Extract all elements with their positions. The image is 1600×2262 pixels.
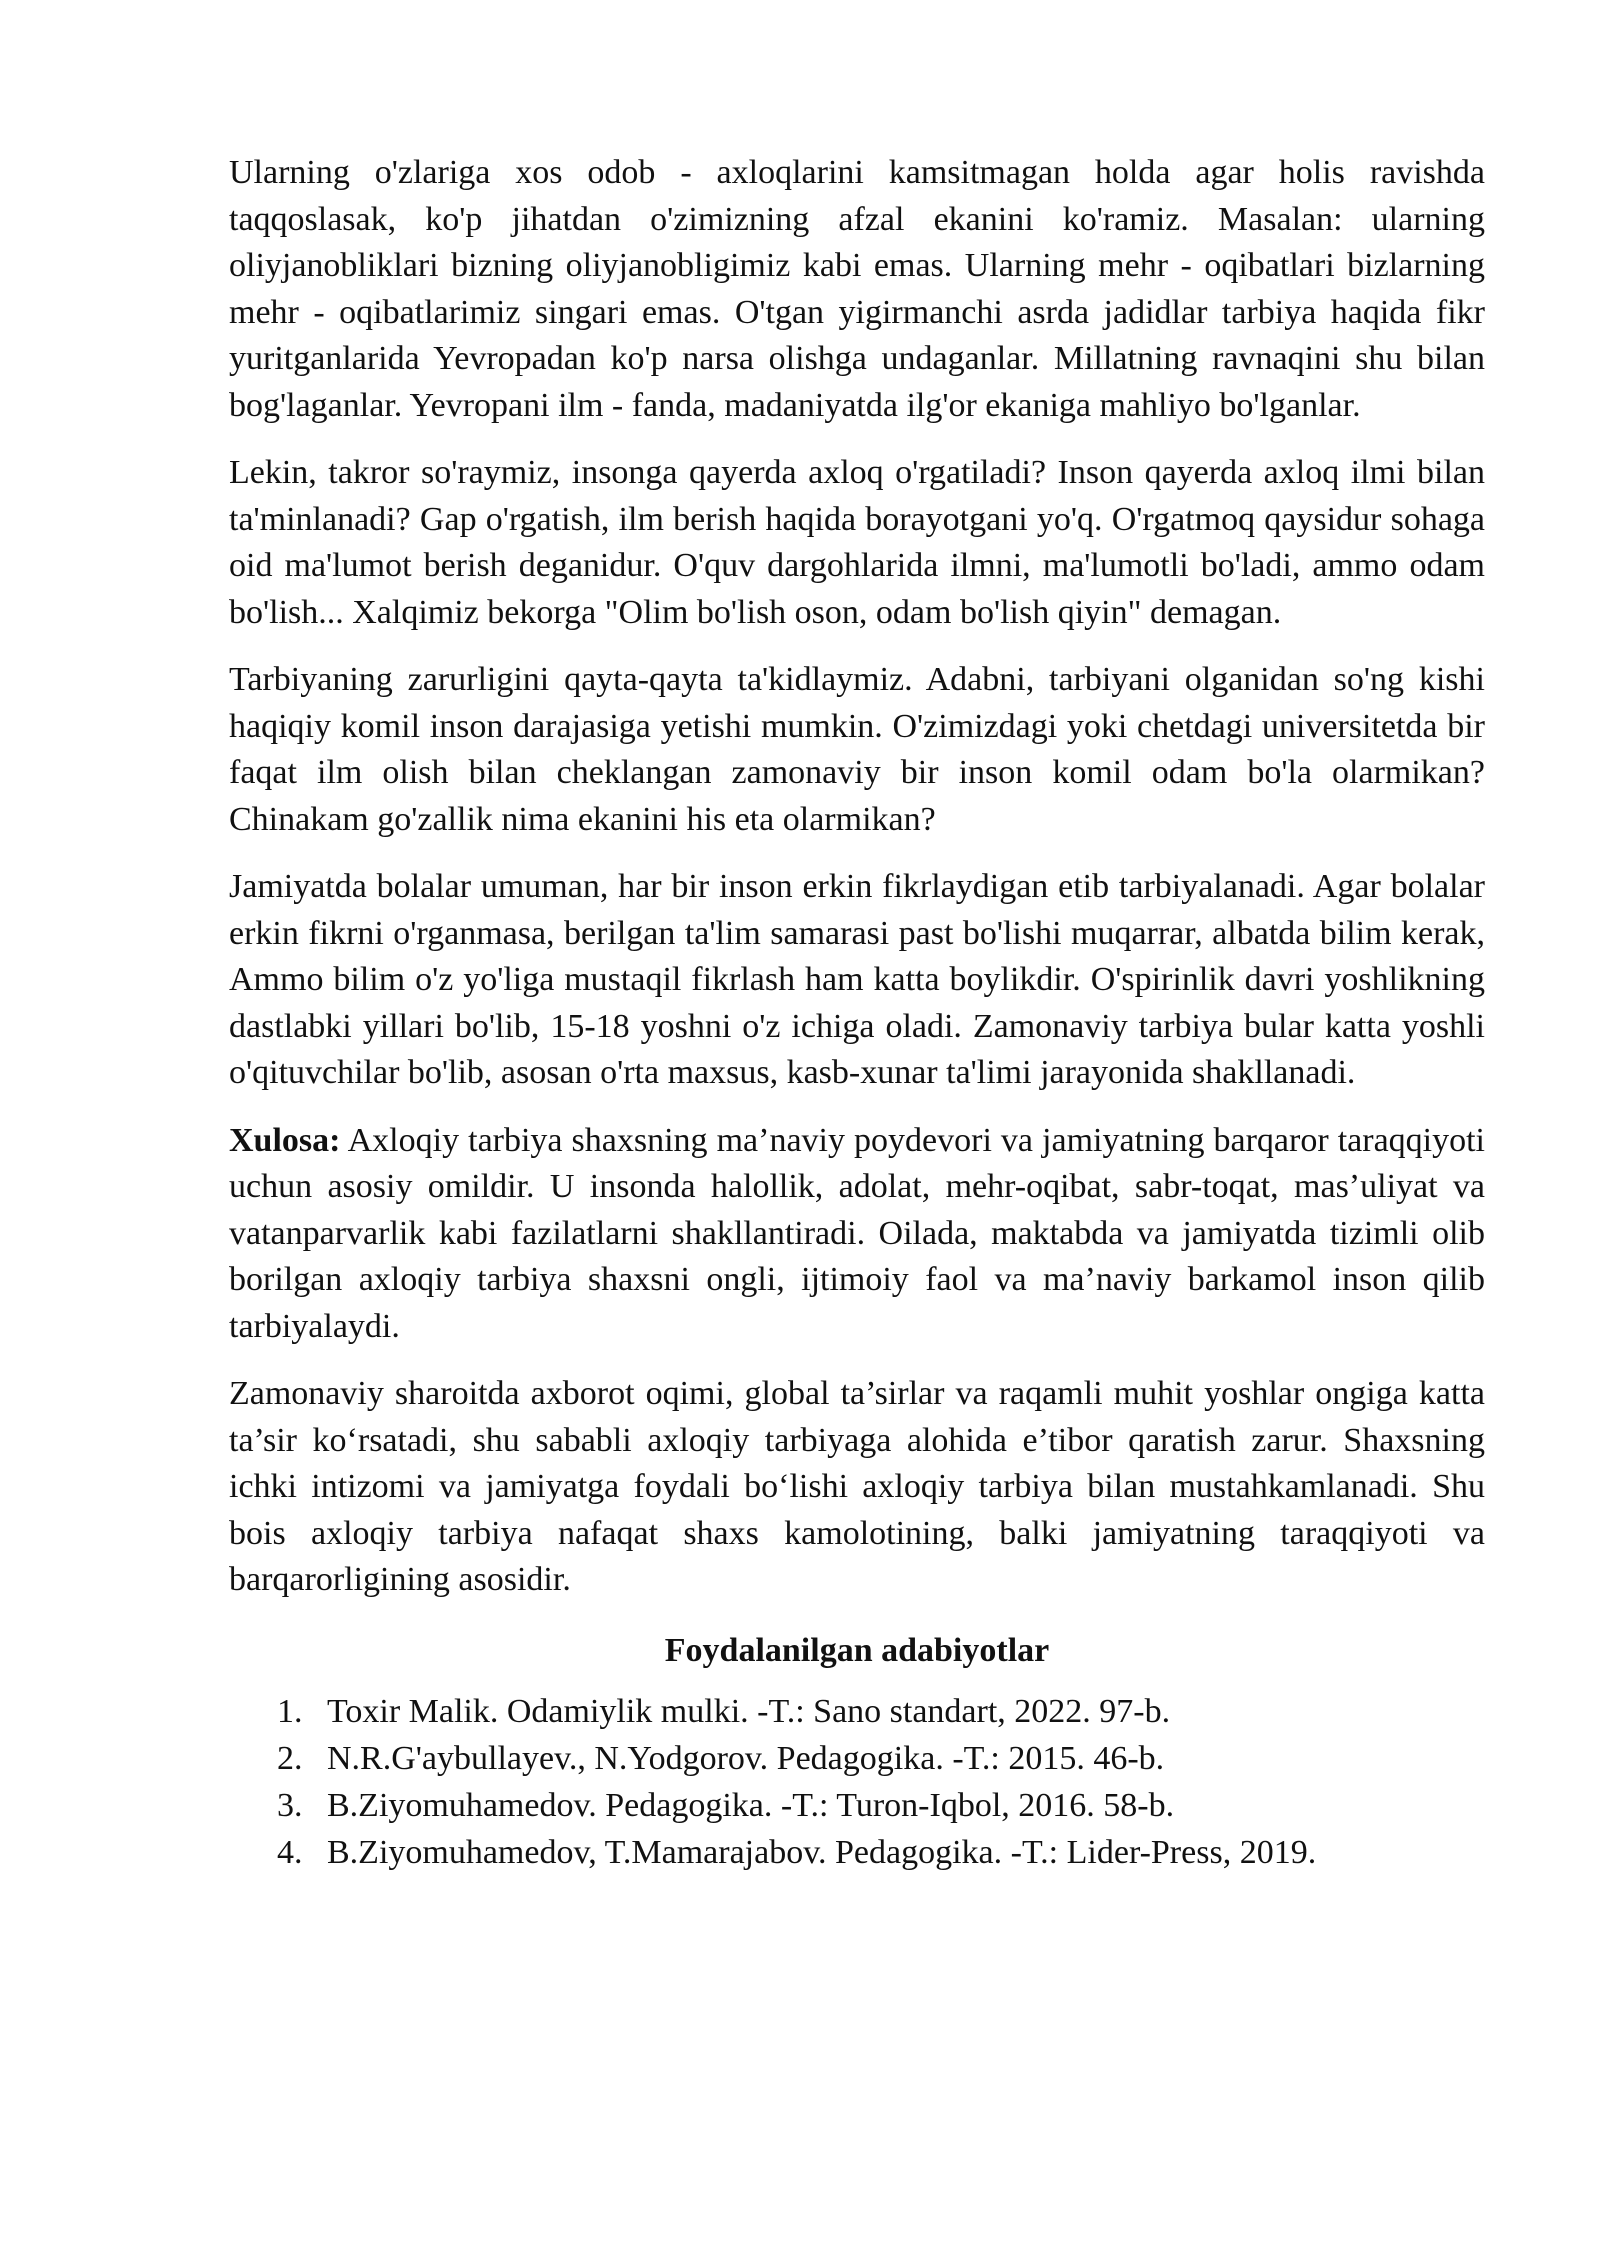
reference-number: 4. xyxy=(277,1833,303,1871)
body-paragraph-4: Jamiyatda bolalar umuman, har bir inson erkin fikrlaydigan etib tarbiyalanadi. Agar bolalar erkin fikrni o'rganmasa, berilgan ta'lim samarasi past bo'lishi muqarrar, albatda bilim kerak, Ammo bilim o'z yo'liga mustaqil fikrlash ham katta boylikdir. O'spirinlik davri yoshlikning dastlabki yillari bo'lib, 15-18 yoshni o'z ichiga oladi. Zamonaviy tarbiya bular katta yoshli o'qituvchilar bo'lib, asosan o'rta maxsus, kasb-xunar ta'limi jarayonida shakllanadi. xyxy=(229,868,1485,1091)
body-paragraph-2: Lekin, takror so'raymiz, insonga qayerda axloq o'rgatiladi? Inson qayerda axloq ilmi bilan ta'minlanadi? Gap o'rgatish, ilm berish haqida borayotgani yo'q. O'rgatmoq qaysidur sohaga oid ma'lumot berish deganidur. O'quv dargohlarida ilmni, ma'lumotli bo'ladi, ammo odam bo'lish... Xalqimiz bekorga "Olim bo'lish oson, odam bo'lish qiyin" demagan. xyxy=(229,454,1485,631)
document-page xyxy=(229,150,1485,1876)
reference-number: 2. xyxy=(277,1739,303,1777)
reference-item xyxy=(277,1735,1485,1782)
reference-number: 1. xyxy=(277,1692,303,1730)
reference-text: B.Ziyomuhamedov, T.Mamarajabov. Pedagogika. -T.: Lider-Press, 2019. xyxy=(327,1833,1317,1871)
reference-item xyxy=(277,1688,1485,1735)
conclusion-text: Axloqiy tarbiya shaxsning ma’naviy poydevori va jamiyatning barqaror taraqqiyoti uchun asosiy omildir. U insonda halollik, adolat, mehr-oqibat, sabr-toqat, mas’uliyat va vatanparvarlik kabi fazilatlarni shakllantiradi. Oilada, maktabda va jamiyatda tizimli olib borilgan axloqiy tarbiya shaxsni ongli, ijtimoiy faol va ma’naviy barkamol inson qilib tarbiyalaydi. xyxy=(229,1121,1485,1345)
reference-text: Toxir Malik. Odamiylik mulki. -T.: Sano standart, 2022. 97-b. xyxy=(327,1692,1171,1730)
reference-item xyxy=(277,1829,1485,1876)
conclusion-paragraph xyxy=(229,1118,1485,1351)
reference-text: N.R.G'aybullayev., N.Yodgorov. Pedagogika. -T.: 2015. 46-b. xyxy=(327,1739,1165,1777)
body-paragraph-1: Ularning o'zlariga xos odob - axloqlarini kamsitmagan holda agar holis ravishda taqqoslasak, ko'p jihatdan o'zimizning afzal ekanini ko'ramiz. Masalan: ularning oliyjanobliklari bizning oliyjanobligimiz kabi emas. Ularning mehr - oqibatlari bizlarning mehr - oqibatlarimiz singari emas. O'tgan yigirmanchi asrda jadidlar tarbiya haqida fikr yuritganlarida Yevropadan ko'p narsa olishga undaganlar. Millatning ravnaqini shu bilan bog'laganlar. Yevropani ilm - fanda, madaniyatda ilg'or ekaniga mahliyo bo'lganlar. xyxy=(229,154,1485,424)
references-title: Foydalanilgan adabiyotlar xyxy=(664,1631,1050,1669)
reference-item xyxy=(277,1782,1485,1829)
conclusion-label: Xulosa: xyxy=(229,1121,341,1159)
reference-text: B.Ziyomuhamedov. Pedagogika. -T.: Turon-Iqbol, 2016. 58-b. xyxy=(327,1786,1175,1824)
reference-number: 3. xyxy=(277,1786,303,1824)
references-list xyxy=(229,1688,1485,1876)
body-paragraph-3: Tarbiyaning zarurligini qayta-qayta ta'kidlaymiz. Adabni, tarbiyani olganidan so'ng kishi haqiqiy komil inson darajasiga yetishi mumkin. O'zimizdagi yoki chetdagi universitetda bir faqat ilm olish bilan cheklangan zamonaviy bir inson komil odam bo'la olarmikan? Chinakam go'zallik nima ekanini his eta olarmikan? xyxy=(229,661,1485,838)
final-paragraph: Zamonaviy sharoitda axborot oqimi, global ta’sirlar va raqamli muhit yoshlar ongiga katta ta’sir ko‘rsatadi, shu sababli axloqiy tarbiyaga alohida e’tibor qaratish zarur. Shaxsning ichki intizomi va jamiyatga foydali bo‘lishi axloqiy tarbiya bilan mustahkamlanadi. Shu bois axloqiy tarbiya nafaqat shaxs kamolotining, balki jamiyatning taraqqiyoti va barqarorligining asosidir. xyxy=(229,1375,1485,1598)
